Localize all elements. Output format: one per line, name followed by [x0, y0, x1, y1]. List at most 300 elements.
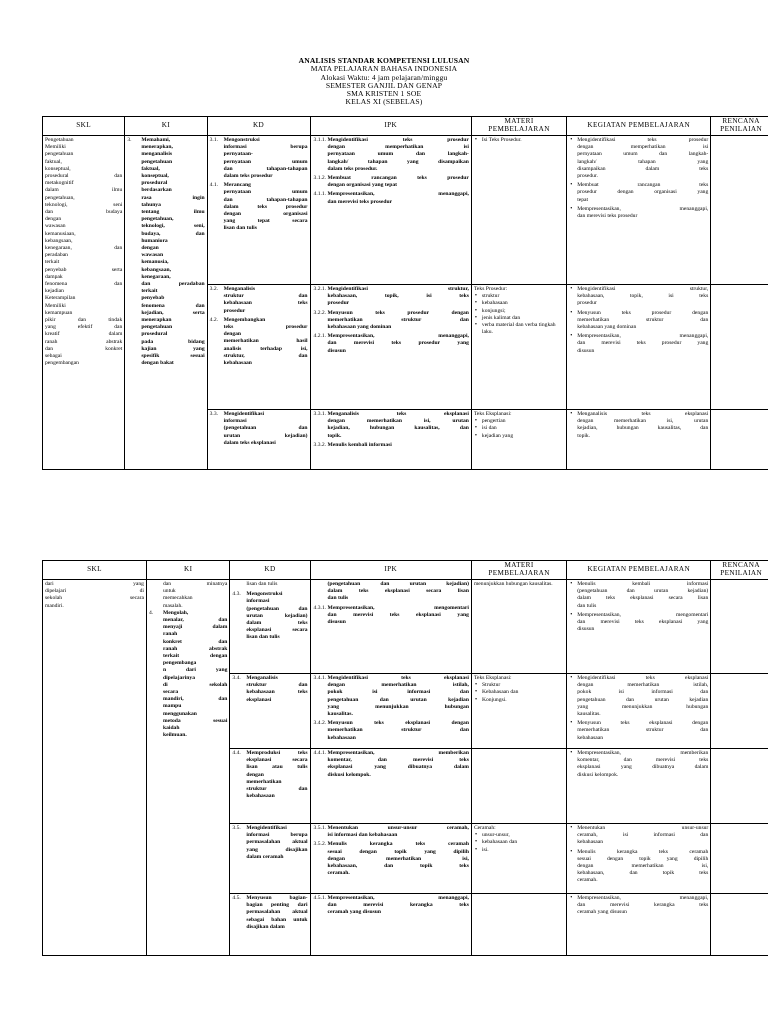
kegiatan-item — [569, 895, 708, 917]
text-line: • Menulis kembali informasi — [577, 581, 709, 587]
ipk-entry-number: 4.3.1. — [313, 604, 327, 611]
text-line: untuk — [162, 588, 176, 595]
text-line: ceramah yang disusun — [577, 909, 627, 916]
text-line: dalam teks prosedur. — [327, 165, 378, 172]
text-line: dan merevisi teks eksplanasi yang — [577, 619, 709, 626]
materi-item: • pengertian — [474, 418, 564, 425]
ipk-entry — [314, 411, 469, 440]
text-block — [224, 182, 308, 232]
kegiatan-cell — [567, 285, 711, 410]
text-line: yang efektif dan — [45, 324, 123, 331]
kd-entry — [232, 825, 307, 861]
ipk-entry — [314, 286, 469, 308]
ipk-entry-number: 4.4.1. — [313, 750, 327, 756]
text-line: dan merevisi teks prosedur — [577, 213, 638, 220]
text-line: kausalitas. — [577, 711, 601, 718]
materi-cell — [471, 285, 566, 410]
text-line: ceramah. — [327, 870, 350, 877]
text-line: prosedural dan — [45, 173, 123, 180]
ipk-entry — [314, 605, 469, 627]
kegiatan-item — [569, 849, 708, 885]
text-line: (pengetahuan dan urutan kejadian) — [577, 588, 709, 595]
heading-subject: MATA PELAJARAN BAHASA INDONESIA — [310, 64, 458, 74]
text-line: Mempresentasikan, mengomentari — [327, 604, 469, 611]
text-line: dan tulis — [327, 595, 349, 602]
ipk-entry — [314, 675, 469, 718]
text-line: • Mempresentasikan, memberikan — [577, 750, 709, 756]
text-line: prosedural — [141, 331, 168, 338]
materi-item: • konjungsi; — [474, 308, 564, 315]
text-line: disampaikan dalam teks — [577, 165, 709, 172]
ipk-entry — [314, 333, 469, 355]
text-block — [577, 581, 708, 610]
materi-list — [474, 581, 564, 588]
text-line: yang menunjukkan hubungan — [577, 703, 709, 710]
text-line: sesuai dengan topik yang dipilih — [577, 855, 709, 862]
text-block — [577, 182, 708, 204]
text-line: prosedur — [223, 307, 246, 314]
ki-entry — [149, 610, 227, 740]
kegiatan-item — [569, 206, 708, 220]
kd-entry-number: 4.1. — [209, 182, 219, 189]
text-line: diskusi kelompok. — [327, 771, 371, 778]
column-header-skl: SKL — [43, 117, 125, 136]
ipk-entry — [314, 581, 469, 603]
materi-item: • Struktur — [474, 682, 564, 689]
kd-cell — [230, 824, 310, 894]
kd-entry — [210, 317, 308, 367]
text-block — [224, 137, 308, 180]
text-line: kebahasaan teks — [246, 689, 308, 696]
ki-cell — [146, 580, 229, 956]
heading-semester: SEMESTER GANJIL DAN GENAP — [325, 80, 443, 90]
text-line: kebahasaan, topik, isi teks — [577, 293, 709, 300]
text-line: dengan — [45, 216, 62, 223]
text-line: informasi — [246, 598, 270, 605]
text-line: kaidah — [162, 725, 180, 732]
text-line: metoda sesuai — [162, 717, 228, 724]
text-line: pengetahuan — [45, 151, 74, 158]
text-line: urutan kejadian) — [223, 432, 308, 439]
text-line: topik. — [327, 432, 342, 439]
ki-entry — [127, 137, 204, 368]
text-line: • Mengidentifikasi teks prosedur — [577, 137, 709, 143]
text-line: • Menyusun teks prosedur dengan — [577, 309, 709, 316]
text-block — [577, 286, 708, 308]
kegiatan-cell — [567, 894, 711, 956]
text-line: rasa ingin — [141, 194, 205, 201]
text-line: kenegaraan, dan — [45, 245, 123, 252]
text-line: Mengonstruksi — [246, 591, 283, 598]
text-block — [577, 675, 708, 718]
kd-entry-number: 3.5. — [232, 825, 241, 831]
kd-entry-number: 4.5. — [232, 895, 241, 901]
text-line: eksplanasi — [246, 696, 272, 703]
text-line: dan merevisi teks prosedur — [327, 198, 393, 205]
text-line: ceramah yang disusun — [327, 909, 382, 916]
text-line: kenegaraan, — [141, 273, 171, 280]
ki-number: 3. — [127, 137, 132, 143]
text-line: Keterampilan — [45, 295, 76, 302]
materi-cell — [471, 410, 566, 470]
text-line: komentar, dan merevisi teks — [327, 757, 469, 764]
column-header-ki: KI — [125, 117, 207, 136]
text-line: mandiri. — [45, 602, 64, 609]
ipk-entry-number: 3.5.1. — [313, 825, 327, 831]
text-line: dalam teks eksplanasi secara lisan — [327, 588, 469, 595]
text-block — [577, 720, 708, 742]
text-line: pengembanga — [162, 660, 197, 667]
text-block — [577, 411, 708, 440]
kegiatan-list — [569, 675, 708, 742]
kd-entry — [210, 137, 308, 180]
text-line: yang disajikan — [246, 846, 308, 853]
text-line: Mempresentasikan, menanggapi, — [327, 191, 469, 198]
text-block — [577, 612, 708, 634]
text-line: dengan organisasi yang tepat — [327, 182, 397, 189]
text-line: dengan memperhatikan isi — [327, 144, 469, 151]
kegiatan-list — [569, 895, 708, 917]
kd-entry — [232, 591, 307, 641]
ipk-cell — [310, 580, 471, 674]
kd-cell — [207, 410, 310, 470]
text-line: Menentukan unsur-unsur ceramah, — [327, 825, 469, 831]
ipk-cell — [310, 410, 471, 470]
text-line: Menganalisis — [223, 286, 256, 292]
text-line: dalam teks eksplanasi — [223, 439, 276, 446]
column-header-ipk: IPK — [310, 117, 471, 136]
ipk-cell — [310, 285, 471, 410]
kegiatan-cell — [567, 410, 711, 470]
text-line: dan tulis — [577, 602, 597, 609]
kd-entry-number: 3.3. — [209, 411, 219, 417]
ipk-entry-number: 3.1.1. — [313, 137, 327, 143]
text-block — [328, 175, 469, 189]
text-line: prosedur. — [577, 173, 598, 180]
text-line: konkret dan — [162, 638, 228, 645]
text-line: Pengetahuan — [45, 137, 74, 143]
text-block — [577, 137, 708, 180]
kegiatan-list — [569, 137, 708, 220]
text-line: disusun — [577, 626, 595, 633]
materi-item: • Konjungsi. — [474, 697, 564, 704]
column-header-rencana: RENCANA PENILAIAN — [711, 561, 768, 580]
text-block — [577, 825, 708, 847]
text-line: Menganalisis teks eksplanasi — [327, 411, 469, 417]
text-line: peradaban — [45, 252, 68, 259]
text-line: spesifik sesuai — [141, 353, 205, 360]
text-block — [577, 895, 708, 917]
text-line: dengan memerhatikan isi, urutan — [577, 418, 709, 425]
text-block — [328, 750, 469, 779]
text-line: memerhatikan — [246, 778, 282, 785]
text-line: • Mengidentifikasi struktur, — [577, 286, 709, 292]
ki-cell — [125, 136, 207, 470]
text-line: disajikan dalam — [246, 923, 285, 930]
text-line: kebahasaan, dan topik teks — [327, 863, 469, 870]
text-line: permasalahan aktual — [246, 839, 308, 846]
text-line: pengetahuan, — [141, 216, 174, 223]
text-block — [45, 137, 122, 368]
text-block — [246, 591, 307, 641]
column-header-materi: MATERI PEMBELAJARAN — [471, 117, 566, 136]
text-line: dengan memerhatikan isi, urutan — [327, 418, 469, 425]
materi-item: • kejadian yang — [474, 433, 564, 440]
text-line: pada bidang — [141, 338, 205, 345]
text-line: eksplanasi yang dibuatnya dalam — [577, 764, 709, 771]
ipk-entry-number: 3.4.1. — [313, 675, 327, 681]
text-line: teknologi, seni — [45, 201, 123, 208]
text-line: menerapkan — [141, 317, 172, 324]
text-block — [163, 610, 227, 740]
text-line: memerhatikan struktur dan — [577, 727, 709, 734]
text-line: dalam teks eksplanasi secara lisan — [577, 595, 709, 602]
competency-table-page-1 — [42, 116, 768, 470]
text-line: dalam ilmu — [45, 187, 123, 194]
text-line: kemanusia, — [141, 259, 169, 266]
kegiatan-cell — [567, 674, 711, 749]
text-line: dari yang — [45, 581, 144, 587]
text-line: (pengetahuan dan — [223, 425, 308, 432]
kd-entry — [210, 286, 308, 315]
text-line: teks prosedur — [223, 324, 308, 331]
text-block — [328, 137, 469, 173]
text-block — [328, 675, 469, 718]
text-line: Membuat rancangan teks prosedur — [327, 175, 469, 182]
text-line: pengembangan — [45, 360, 79, 367]
text-line: pengetahuan dan urutan kejadian — [577, 696, 709, 703]
text-line: dengan memperhatikan isi — [577, 144, 709, 151]
text-line: tahunya — [141, 201, 161, 208]
text-block — [328, 605, 469, 627]
rencana-cell — [711, 580, 768, 674]
text-line: dalam ceramah — [246, 853, 284, 860]
text-line: penyebab — [141, 295, 165, 302]
kegiatan-item — [569, 825, 708, 847]
text-line: dan konkret — [45, 345, 123, 352]
kd-entry-number: 4.3. — [232, 591, 241, 598]
text-line: Mempresentasikan, memberikan — [327, 750, 469, 756]
text-line: ceramah. — [577, 877, 598, 884]
column-header-skl: SKL — [43, 561, 147, 580]
text-line: kebahasaan yang dominan — [327, 324, 392, 331]
kd-cell — [230, 749, 310, 824]
text-line: faktual, — [45, 158, 62, 165]
text-line: Menulis kembali informasi — [327, 441, 392, 448]
text-line: Mempresentasikan, menanggapi, — [327, 895, 469, 901]
skl-cell — [43, 136, 125, 470]
text-block — [577, 750, 708, 779]
text-line: kebangsaan, — [45, 237, 73, 244]
text-line: kejadian, serta — [141, 309, 205, 316]
materi-cell — [471, 674, 566, 749]
text-line: Merancang — [223, 182, 251, 189]
text-line: Memiliki — [45, 144, 66, 151]
kd-cell — [230, 894, 310, 956]
text-line: lisan dan tulis — [246, 581, 278, 587]
kd-entry — [232, 675, 307, 704]
ipk-entry — [314, 841, 469, 877]
text-line: prosedur dengan organisasi yang — [577, 189, 709, 196]
competency-table-page-2 — [42, 560, 768, 956]
ipk-entry-number: 4.1.1. — [313, 191, 327, 198]
text-line: fenomena dan — [141, 302, 205, 309]
text-block — [246, 895, 307, 931]
text-line: Mengembangkan — [223, 316, 266, 323]
text-line: kebahasaan, topik, isi teks — [327, 293, 469, 300]
text-line: pernyataan umum — [223, 158, 308, 165]
text-line: dalam teks prosedur — [223, 203, 308, 210]
column-header-ki: KI — [146, 561, 229, 580]
text-line: dan tahapan-tahapan — [223, 165, 308, 172]
text-line: kajian yang — [141, 345, 205, 352]
text-line: dipelajarinya — [162, 674, 195, 681]
text-line: dan merevisi kerangka teks — [327, 902, 469, 909]
text-line: metakognitif — [45, 180, 74, 187]
kegiatan-list — [569, 750, 708, 779]
kegiatan-item — [569, 286, 708, 308]
text-line: pernyataan umum dan langkah- — [577, 151, 709, 158]
materi-heading: Teks Eksplanasi: — [473, 411, 512, 417]
column-header-kegiatan: KEGIATAN PEMBELAJARAN — [567, 117, 711, 136]
text-line: menggunakan — [162, 710, 197, 717]
text-line: di sekolah — [162, 681, 228, 688]
text-line: • Menulis kerangka teks ceramah — [577, 848, 709, 855]
text-line: dengan bakat — [141, 360, 174, 367]
materi-item: • isi. — [474, 847, 564, 854]
materi-list — [474, 137, 564, 144]
materi-heading: Ceramah: — [473, 825, 496, 831]
kegiatan-list — [569, 825, 708, 885]
rencana-cell — [711, 674, 768, 749]
text-line: terkait dengan — [162, 653, 228, 660]
materi-item: • Isi Teks Prosedur. — [474, 137, 564, 144]
text-block — [328, 310, 469, 332]
kegiatan-item — [569, 411, 708, 440]
text-line: langkah/ tahapan yang disampaikan — [327, 158, 469, 165]
text-line: dengan memerhatikan isi, — [327, 855, 469, 862]
rencana-cell — [711, 136, 768, 285]
text-line: Mengonstruksi — [223, 137, 260, 143]
text-line: dan budaya — [45, 209, 123, 216]
text-line: faktual, — [141, 165, 160, 172]
text-line: berdasarkan — [141, 187, 172, 194]
ipk-entry-number: 3.5.2. — [313, 841, 327, 848]
kd-entry-number: 3.1. — [209, 137, 219, 143]
table-row — [43, 580, 768, 674]
kegiatan-cell — [567, 136, 711, 285]
text-line: Menganalisis — [246, 675, 278, 681]
text-line: struktur, dan — [223, 352, 308, 359]
text-block — [246, 750, 307, 800]
materi-cell — [471, 894, 566, 956]
skl-cell — [43, 580, 147, 956]
ipk-cell — [310, 674, 471, 749]
materi-list — [474, 675, 564, 704]
text-line: disusun — [327, 347, 346, 354]
text-line: kemanusiaan, — [45, 230, 76, 237]
text-line: struktur dan — [223, 293, 308, 300]
ipk-entry-number: 3.2.2. — [313, 309, 327, 316]
rencana-cell — [711, 410, 768, 470]
text-line: (pengetahuan dan — [246, 605, 308, 612]
text-line: • Mempresentasikan, mengomentari — [577, 611, 709, 618]
materi-item: • verba material dan verba tingkah laku. — [474, 322, 564, 336]
column-header-kd: KD — [230, 561, 310, 580]
kegiatan-cell — [567, 580, 711, 674]
text-line: menganalisis — [141, 151, 173, 158]
text-line: budaya, dan — [141, 230, 205, 237]
text-block — [328, 581, 469, 603]
text-block — [232, 581, 307, 588]
text-line: Mengidentifikasi teks prosedur — [327, 137, 469, 143]
kd-entry-number: 4.2. — [209, 316, 219, 323]
materi-cell — [471, 580, 566, 674]
rencana-cell — [711, 285, 768, 410]
text-line: • Menentukan unsur-unsur — [577, 825, 709, 831]
kegiatan-list — [569, 581, 708, 633]
text-line: dalam teks prosedur — [223, 173, 273, 180]
text-line: memerhatikan hasil — [223, 338, 308, 345]
text-line: dipelajari di — [45, 588, 144, 595]
text-line: permasalahan aktual — [246, 909, 308, 916]
column-header-ipk: IPK — [310, 561, 471, 580]
text-line: ranah — [162, 631, 178, 638]
text-line: konseptual, — [141, 173, 169, 180]
ipk-cell — [310, 749, 471, 824]
text-line: tepat — [577, 196, 589, 203]
text-line: Mengidentifikasi — [246, 825, 287, 831]
text-line: • Membuat rancangan teks — [577, 182, 709, 189]
text-line: struktur dan — [246, 682, 308, 689]
text-line: pengetahuan, — [45, 194, 75, 201]
kd-cell — [230, 674, 310, 749]
text-line: Mengolah, — [162, 609, 189, 616]
text-line: informasi berupa — [223, 144, 308, 151]
text-line: kebahasaan teks — [223, 300, 308, 307]
text-line: Menyusun teks eksplanasi dengan — [327, 720, 469, 727]
text-line: kebangsaan, — [141, 266, 172, 273]
text-block — [328, 720, 469, 742]
text-line: informasi berupa — [246, 832, 308, 839]
text-line: memerhatikan struktur dan — [327, 316, 469, 323]
text-line: kebahasaan, dan topik teks — [577, 870, 709, 877]
kegiatan-item — [569, 182, 708, 204]
kd-entry-number: 4.4. — [232, 750, 241, 756]
text-line: dan minatnya — [162, 581, 228, 587]
kegiatan-cell — [567, 824, 711, 894]
text-line: memerhatikan struktur dan — [577, 316, 709, 323]
text-line: menerapkan, — [141, 144, 173, 151]
text-line: Menyusun teks prosedur dengan — [327, 309, 469, 316]
text-line: pernyataan umum dan langkah- — [327, 151, 469, 158]
text-line: pengetahuan — [141, 158, 173, 165]
kegiatan-item — [569, 310, 708, 332]
text-line: keilmuan. — [162, 732, 187, 739]
materi-item: • Kebahasaan dan — [474, 689, 564, 696]
materi-heading: menunjukkan hubungan kausalitas. — [473, 581, 553, 587]
rencana-cell — [711, 749, 768, 824]
kd-entry-number: 3.4. — [232, 675, 241, 681]
text-line: teknologi, seni, — [141, 223, 205, 230]
kegiatan-item — [569, 720, 708, 742]
text-block — [577, 310, 708, 332]
ipk-entry-number: 3.3.1. — [313, 411, 327, 417]
text-line: disusun — [327, 619, 346, 626]
text-line: • Mengidentifikasi teks eksplanasi — [577, 675, 709, 681]
materi-item: • struktur — [474, 293, 564, 300]
text-line: ceramah, isi informasi dan — [577, 832, 709, 839]
